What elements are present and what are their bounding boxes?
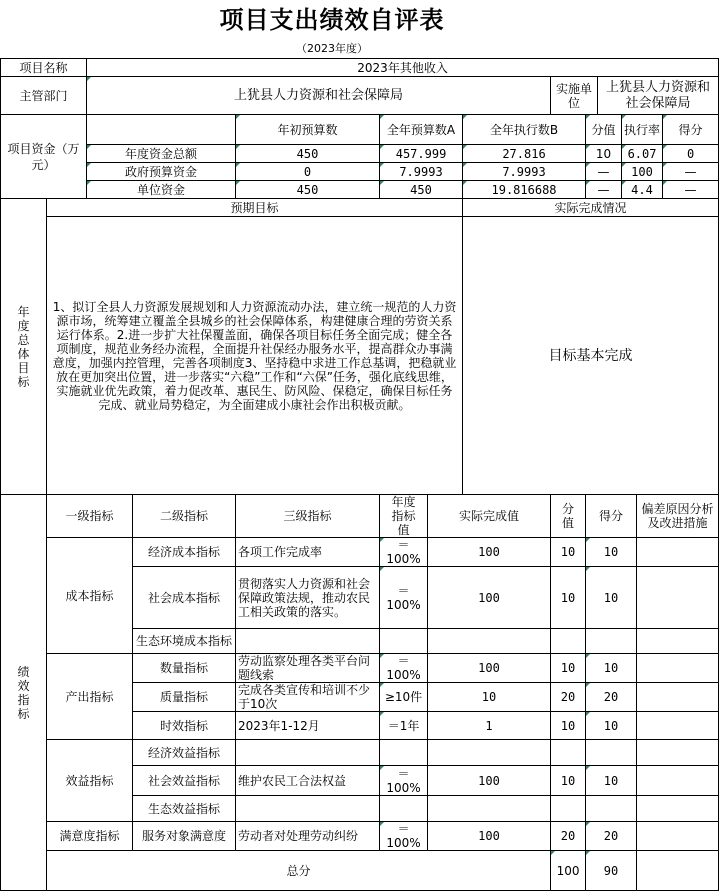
funds-header-score-value: 分值	[586, 115, 622, 145]
table-row: 社会效益指标 维护农民工合法权益 ＝100% 100 10 10	[1, 766, 719, 796]
total-label: 总分	[47, 851, 551, 891]
impl-value: 上犹县人力资源和社会保障局	[598, 77, 719, 115]
funds-header-exec: 全年执行数B	[463, 115, 586, 145]
impl-label: 实施单位	[551, 77, 598, 115]
table-row: 效益指标 经济效益指标	[1, 740, 719, 766]
table-row: 生态环境成本指标	[1, 629, 719, 654]
goals-actual-text: 目标基本完成	[463, 217, 719, 495]
perf-header-weight: 分值	[551, 495, 586, 538]
perf-header-level2: 二级指标	[133, 495, 236, 538]
sheet-year: （2023年度）	[296, 42, 368, 55]
funds-label: 项目资金（万元）	[1, 115, 87, 199]
table-row: 社会成本指标 贯彻落实人力资源和社会保障政策法规，推动农民工相关政策的落实。 ＝100% 100 10 10	[1, 567, 719, 629]
total-score: 90	[586, 851, 637, 891]
perf-header-level1: 一级指标	[47, 495, 133, 538]
project-name: 2023年其他收入	[87, 59, 719, 77]
project-name-label: 项目名称	[1, 59, 87, 77]
funds-header-rate: 执行率	[622, 115, 663, 145]
funds-row: 单位资金 450 450 19.816688 — 4.4 —	[1, 181, 719, 199]
table-row: 满意度指标 服务对象满意度 劳动者对处理劳动纠纷 ＝100% 100 20 20	[1, 822, 719, 851]
funds-row-label: 单位资金	[87, 181, 236, 199]
goals-label: 年度总体目标	[1, 199, 47, 495]
goals-actual-header: 实际完成情况	[463, 199, 719, 217]
funds-header-score: 得分	[663, 115, 719, 145]
level1-output: 产出指标	[47, 654, 133, 740]
perf-header-level3: 三级指标	[236, 495, 380, 538]
perf-header-score: 得分	[586, 495, 637, 538]
dept-label: 主管部门	[1, 77, 87, 115]
perf-header-note: 偏差原因分析及改进措施	[637, 495, 719, 538]
evaluation-table	[0, 58, 719, 891]
total-weight: 100	[551, 851, 586, 891]
perf-header-actual: 实际完成值	[428, 495, 551, 538]
funds-header-initial: 年初预算数	[236, 115, 380, 145]
level1-cost: 成本指标	[47, 538, 133, 654]
funds-row-label: 年度资金总额	[87, 145, 236, 163]
sheet-title: 项目支出绩效自评表	[219, 6, 445, 34]
perf-label: 绩效指标	[1, 495, 47, 891]
funds-row: 政府预算资金 0 7.9993 7.9993 — 100 —	[1, 163, 719, 181]
goals-expected-text: 1、拟订全县人力资源发展规划和人力资源流动办法，建立统一规范的人力资源市场，统筹建立覆盖全县城乡的社会保障体系，构建健康合理的劳资关系运行体系。2.进一步扩大社保覆盖面，确保各项目标任务全面完成；健全各项制度，规范业务经办流程，全面提升社保经办服务水平，提高群众办事满意度，加强内控管理，完善各项制度3、坚持稳中求进工作总基调，把稳就业放在更加突出位置，进一步落实“六稳”工作和“六保”任务，强化底线思维，实施就业优先政策，着力促改革、惠民生、防风险、保稳定，确保目标任务完成、就业局势稳定，为全面建成小康社会作出积极贡献。	[47, 217, 463, 495]
table-row: 质量指标 完成各类宣传和培训不少于10次 ≥10件 10 20 20	[1, 683, 719, 712]
level1-satisfaction: 满意度指标	[47, 822, 133, 851]
table-row: 成本指标 经济成本指标 各项工作完成率 ＝100% 100 10 10	[1, 538, 719, 567]
table-row: 生态效益指标	[1, 796, 719, 822]
table-row: 时效指标 2023年1-12月 ＝1年 1 10 10	[1, 712, 719, 740]
total-row	[1, 851, 719, 891]
dept-value: 上犹县人力资源和社会保障局	[87, 77, 551, 115]
table-row: 产出指标 数量指标 劳动监察处理各类平台问题线索 ＝100% 100 10 10	[1, 654, 719, 683]
level1-benefit: 效益指标	[47, 740, 133, 822]
funds-row-label: 政府预算资金	[87, 163, 236, 181]
funds-row: 年度资金总额 450 457.999 27.816 10 6.07 0	[1, 145, 719, 163]
perf-header-target: 年度指标值	[380, 495, 428, 538]
goals-expected-header: 预期目标	[47, 199, 463, 217]
funds-header-annual: 全年预算数A	[380, 115, 463, 145]
